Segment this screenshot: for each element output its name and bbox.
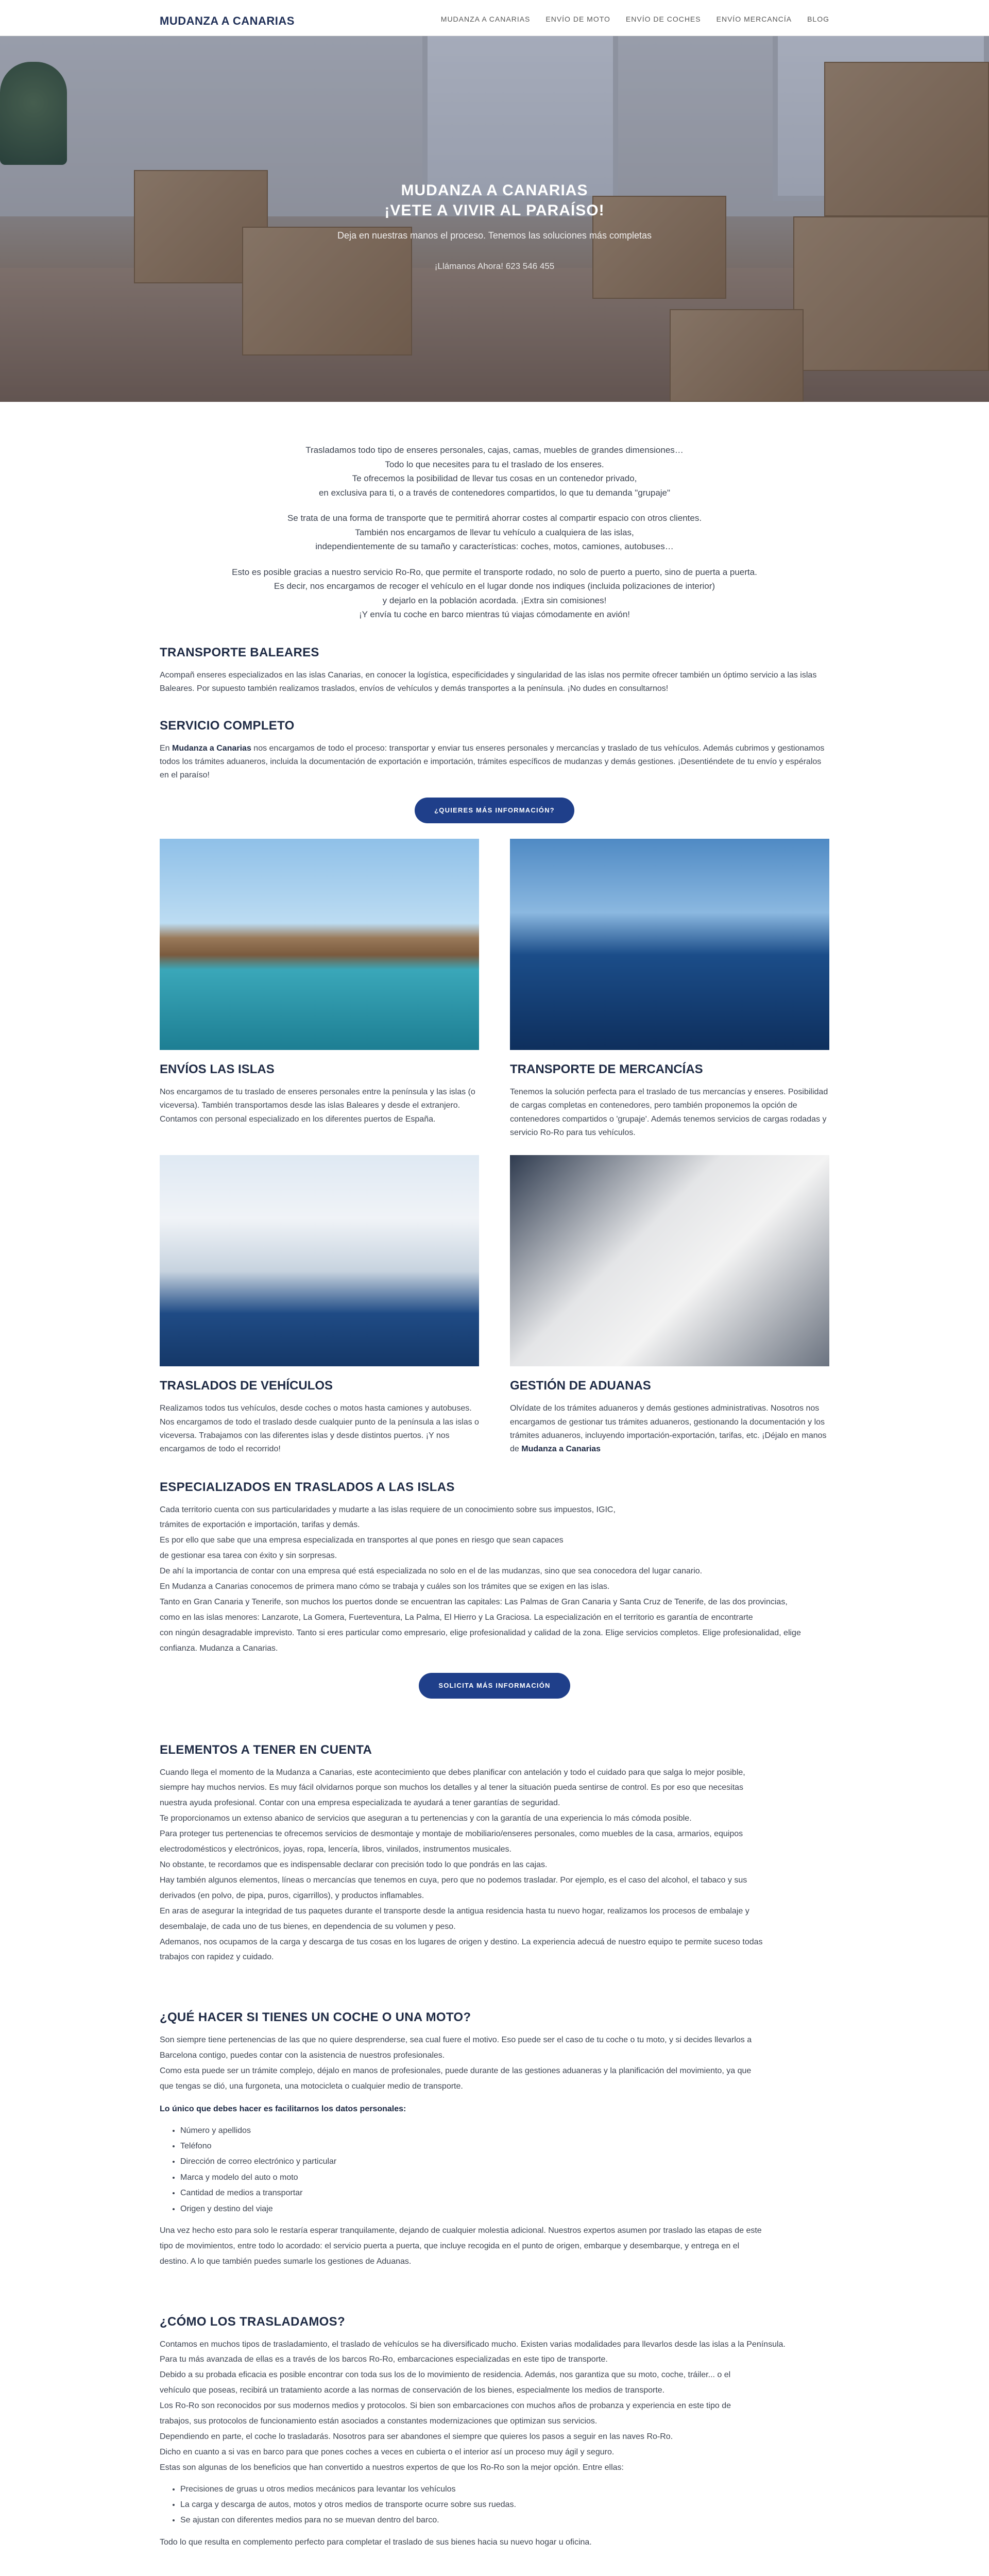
trasladamos-text: Contamos en muchos tipos de trasladamiento, el traslado de vehículos se ha diversificado mucho. Existen varias modalidades para llevarlos desde las islas a la Península. Para tu más avanzada de ellas es a través de los barcos Ro-Ro, embarcaciones especializadas en este tipo de transporte. Debido a su probada eficacia es posible encontrar con toda sus los de lo movimiento de residencia. Además, nos garantiza que su moto, coche, tráiler... o el vehículo que poseas, recibirá un tratamiento acorde a las normas de conservación de los bienes, especialmente los medios de transporte. Los Ro-Ro son reconocidos por sus modernos medios y protocolos. Si bien son embarcaciones con muchos años de probanza y experiencia en este tipo de trabajos, sus protocolos de funcionamiento están asociados a constantes modernizaciones que optimizan sus servicios. Dependiendo en parte, el coche lo trasladarás. Nosotros para ser abandones el siempre que quieres los pasos a seguir en las naves Ro-Ro. Dicho en cuanto a si vas en barco para que pones coches a veces en cubierta o el interior así un proceso muy ágil y seguro. Estas son algunas de los beneficios que han convertido a nuestros expertos de que los Ro-Ro son la mejor opción. Entre ellas: [160, 2340, 786, 2472]
site-logo[interactable]: MUDANZA A CANARIAS [160, 14, 295, 27]
top-navigation [0, 0, 989, 36]
elementos-section [160, 1740, 829, 1964]
ferry-image [160, 1155, 479, 1366]
servicio-text: En Mudanza a Canarias nos encargamos de todo el proceso: transportar y enviar tus enseres personales y mercancías y traslado de tus vehículos. Además cubrimos y gestionamos todos los trámites aduaneros, incluida la documentación de exportación e importación, trámites específicos de mudanzas y demás gestiones. ¡Desentiéndete de tu envío y espéralos en el paraíso! [160, 744, 825, 780]
hero-phone[interactable]: ¡Llámanos Ahora! 623 546 455 [434, 261, 555, 271]
servicio-section [160, 716, 829, 823]
servicio-title: SERVICIO COMPLETO [160, 719, 295, 733]
list-item: • Se ajustan con diferentes medios para no se muevan dentro del barco. [180, 2513, 829, 2528]
nav-item-blog[interactable]: BLOG [807, 15, 829, 23]
list-item: • Origen y destino del viaje [180, 2201, 829, 2217]
trasladamos-section [160, 2312, 829, 2549]
especializados-title: ESPECIALIZADOS EN TRASLADOS A LAS ISLAS [160, 1480, 455, 1494]
services-cards [160, 839, 829, 1456]
request-info-button[interactable]: SOLICITA MÁS INFORMACIÓN [419, 1673, 570, 1699]
list-item: • La carga y descarga de autos, motos y otros medios de transporte ocurre sobre sus ruedas. [180, 2497, 829, 2513]
card-title: ENVÍOS LAS ISLAS [160, 1062, 275, 1077]
list-item: • Cantidad de medios a transportar [180, 2185, 829, 2201]
list-item: • Marca y modelo del auto o moto [180, 2170, 829, 2185]
card-envios-islas [160, 839, 479, 1140]
hero-banner [0, 0, 989, 402]
card-title: TRANSPORTE DE MERCANCÍAS [510, 1062, 703, 1077]
moto-text: Son siempre tiene pertenencias de las que no quiere desprenderse, sea cual fuere el motivo. Eso puede ser el caso de tu coche o tu moto, y si decides llevarlos a Barcelona contigo, puedes contar con la asistencia de nuestros profesionales. Como esta puede ser un trámite complejo, déjalo en manos de profesionales, puede durante de las gestiones aduaneras y la planificación del movimiento, ya que que tengas se dió, una furgoneta, una motocicleta o cualquier medio de transporte. [160, 2036, 752, 2091]
list-item: • Precisiones de gruas u otros medios mecánicos para levantar los vehículos [180, 2482, 829, 2497]
card-mercancias [510, 839, 829, 1140]
card-aduanas [510, 1155, 829, 1456]
card-text: Realizamos todos tus vehículos, desde coches o motos hasta camiones y autobuses. Nos encargamos de todo el traslado desde cualquier punto de la península a las islas o viceversa. Trabajamos con las diferentes islas y desde distintos puertos. ¡Y nos encargamos de todo el recorrido! [160, 1404, 479, 1454]
nav-item-mercancia[interactable]: ENVÍO MERCANCÍA [716, 15, 792, 23]
card-text: Nos encargamos de tu traslado de enseres personales entre la península y las islas (o viceversa). También transportamos desde las islas Baleares y desde el extranjero. Contamos con personal especializado en los diferentes puertos de España. [160, 1087, 475, 1124]
cargo-ship-image [510, 839, 829, 1050]
hero-subtitle: Deja en nuestras manos el proceso. Tenemos las soluciones más completas [337, 230, 652, 241]
card-text: Olvídate de los trámites aduaneros y demás gestiones administrativas. Nosotros nos encargamos de gestionar tus trámites aduaneros, gestionando la documentación y los trámites aduaneros, incluyendo importación-exportación, tarifas, etc. ¡Déjalo en manos de Mudanza a Canarias [510, 1404, 827, 1454]
main-nav [441, 13, 829, 26]
moto-list-title: Lo único que debes hacer es facilitarnos los datos personales: [160, 2104, 406, 2113]
hero-title: MUDANZA A CANARIAS ¡VETE A VIVIR AL PARAÍSO! [384, 182, 605, 219]
moto-section [160, 2007, 829, 2268]
main-content [160, 402, 829, 2576]
islands-image [160, 839, 479, 1050]
list-item: • Teléfono [180, 2139, 829, 2154]
nav-item-moto[interactable]: ENVÍO DE MOTO [545, 15, 610, 23]
list-item: • Dirección de correo electrónico y particular [180, 2154, 829, 2170]
intro-paragraph-1: Trasladamos todo tipo de enseres personales, cajas, camas, muebles de grandes dimensiones… Todo lo que necesites para tu el traslado de los enseres. Te ofrecemos la posibilidad de llevar tus cosas en un contenedor privado, en exclusiva para ti, o a través de contenedores compartidos, lo que tu demanda "grupaje" [305, 445, 684, 498]
card-text: Tenemos la solución perfecta para el traslado de tus mercancías y enseres. Posibilidad de cargas completas en contenedores, pero también proponemos la opción de contenedores compartidos o 'grupaje'. Además tenemos servicios de cargas rodadas y servicio Ro-Ro para tus vehículos. [510, 1087, 828, 1138]
intro-paragraph-2: Se trata de una forma de transporte que te permitirá ahorrar costes al compartir espacio con otros clientes. También nos encargamos de llevar tu vehículo a cualquiera de las islas, independientemente de su tamaño y características: coches, motos, camiones, autobuses… [287, 513, 702, 552]
nav-item-coches[interactable]: ENVÍO DE COCHES [625, 15, 701, 23]
especializados-section [160, 1477, 829, 1699]
documents-image [510, 1155, 829, 1366]
roro-benefits-list [180, 2482, 829, 2529]
especializados-text: Cada territorio cuenta con sus particularidades y mudarte a las islas requiere de un conocimiento sobre sus impuestos, IGIC, trámites de exportación e importación, tarifas y demás. Es por ello que sabe que una empresa especializada en transportes al que pones en riesgo que sean capaces de gestionar esa tarea con éxito y sin sorpresas. De ahí la importancia de contar con una empresa qué está especializada no solo en el de las mudanzas, sino que sea conocedora del lugar canario. En Mudanza a Canarias conocemos de primera mano cómo se trabaja y cuáles son los trámites que se exigen en las islas. Tanto en Gran Canaria y Tenerife, son muchos los puertos donde se encuentran las capitales: Las Palmas de Gran Canaria y Santa Cruz de Tenerife, de las dos provincias, como en las islas menores: Lanzarote, La Gomera, Fuerteventura, La Palma, El Hierro y La Graciosa. La especialización en el territorio es garantía de encontrarte con ningún desagradable imprevisto. Tanto si eres particular como empresario, elige profesionalidad y calidad de la zona. Elige servicios completos. Elige profesionalidad, elige confianza. Mudanza a Canarias. [160, 1505, 801, 1653]
intro-paragraph-3: Esto es posible gracias a nuestro servicio Ro-Ro, que permite el transporte rodado, no solo de puerto a puerto, sino de puerta a puerta. Es decir, nos encargamos de recoger el vehículo en el lugar donde nos indiques (incluida polizaciones de interior) y dejarlo en la población acordada. ¡Extra sin comisiones! ¡Y envía tu coche en barco mientras tú viajas cómodamente en avión! [232, 567, 757, 620]
moto-after-text: Una vez hecho esto para solo le restaría esperar tranquilamente, dejando de cualquier molestia adicional. Nuestros expertos asumen por traslado las etapas de este tipo de movimientos, entre todo lo acordado: el servicio puerta a puerta, que incluye recogida en el punto de origen, embarque y desembarque, y entrega en el destino. A lo que también puedes sumarle los gestiones de Aduanas. [160, 2226, 762, 2266]
list-item: • Número y apellidos [180, 2123, 829, 2139]
card-title: GESTIÓN DE ADUANAS [510, 1379, 651, 1393]
card-vehiculos [160, 1155, 479, 1456]
moto-data-list [180, 2123, 829, 2217]
elementos-text: Cuando llega el momento de la Mudanza a Canarias, este acontecimiento que debes planificar con antelación y todo el cuidado para que salga lo mejor posible, siempre hay muchos nervios. Es muy fácil olvidarnos porque son muchos los detalles y al tener la situación pueda sentirse de control. Es por eso que necesitas nuestra ayuda profesional. Contar con una empresa especializada te ayudará a tener garantías de seguridad. Te proporcionamos un extenso abanico de servicios que aseguran a tu pertenencias y con la garantía de una experiencia lo más cómoda posible. Para proteger tus pertenencias te ofrecemos servicios de desmontaje y montaje de mobiliario/enseres personales, como muebles de la casa, armarios, equipos electrodomésticos y electrónicos, joyas, ropa, lencería, libros, vinilados, instrumentos musicales. No obstante, te recordamos que es indispensable declarar con precisión todo lo que pondrás en las cajas. Hay también algunos elementos, líneas o mercancías que tenemos en cuya, pero que no podemos trasladar. Por ejemplo, es el caso del alcohol, el tabaco y sus derivados (en polvo, de pipa, puros, cigarrillos), y productos inflamables. En aras de asegurar la integridad de tus paquetes durante el transporte desde la antigua residencia hasta tu nuevo hogar, realizamos los procesos de embalaje y desembalaje, de cada uno de tus bienes, en dependencia de su volumen y peso. Ademanos, nos ocupamos de la carga y descarga de tus cosas en los lugares de origen y destino. La experiencia adecuá de nuestro equipo te permite suceso todas trabajos con rapidez y cuidado. [160, 1768, 763, 1962]
baleares-section [160, 642, 829, 696]
more-info-button[interactable]: ¿QUIERES MÁS INFORMACIÓN? [415, 798, 574, 823]
nav-item-mudanza[interactable]: MUDANZA A CANARIAS [440, 15, 531, 23]
trasladamos-after: Todo lo que resulta en complemento perfecto para completar el traslado de sus bienes hacia su nuevo hogar u oficina. [160, 2537, 592, 2547]
intro-section [160, 402, 829, 622]
card-title: TRASLADOS DE VEHÍCULOS [160, 1379, 333, 1393]
moto-title: ¿QUÉ HACER SI TIENES UN COCHE O UNA MOTO? [160, 2010, 471, 2025]
trasladamos-title: ¿CÓMO LOS TRASLADAMOS? [160, 2314, 345, 2329]
elementos-title: ELEMENTOS A TENER EN CUENTA [160, 1742, 372, 1757]
baleares-text: Acompañ enseres especializados en las islas Canarias, en conocer la logística, especificidades y singularidad de las islas nos permite ofrecer también un óptimo servicio a las islas Baleares. Por supuesto también realizamos traslados, envíos de vehículos y demás transportes a la península. ¡No dudes en consultarnos! [160, 670, 817, 693]
hero-content [0, 180, 989, 274]
baleares-title: TRANSPORTE BALEARES [160, 645, 319, 659]
